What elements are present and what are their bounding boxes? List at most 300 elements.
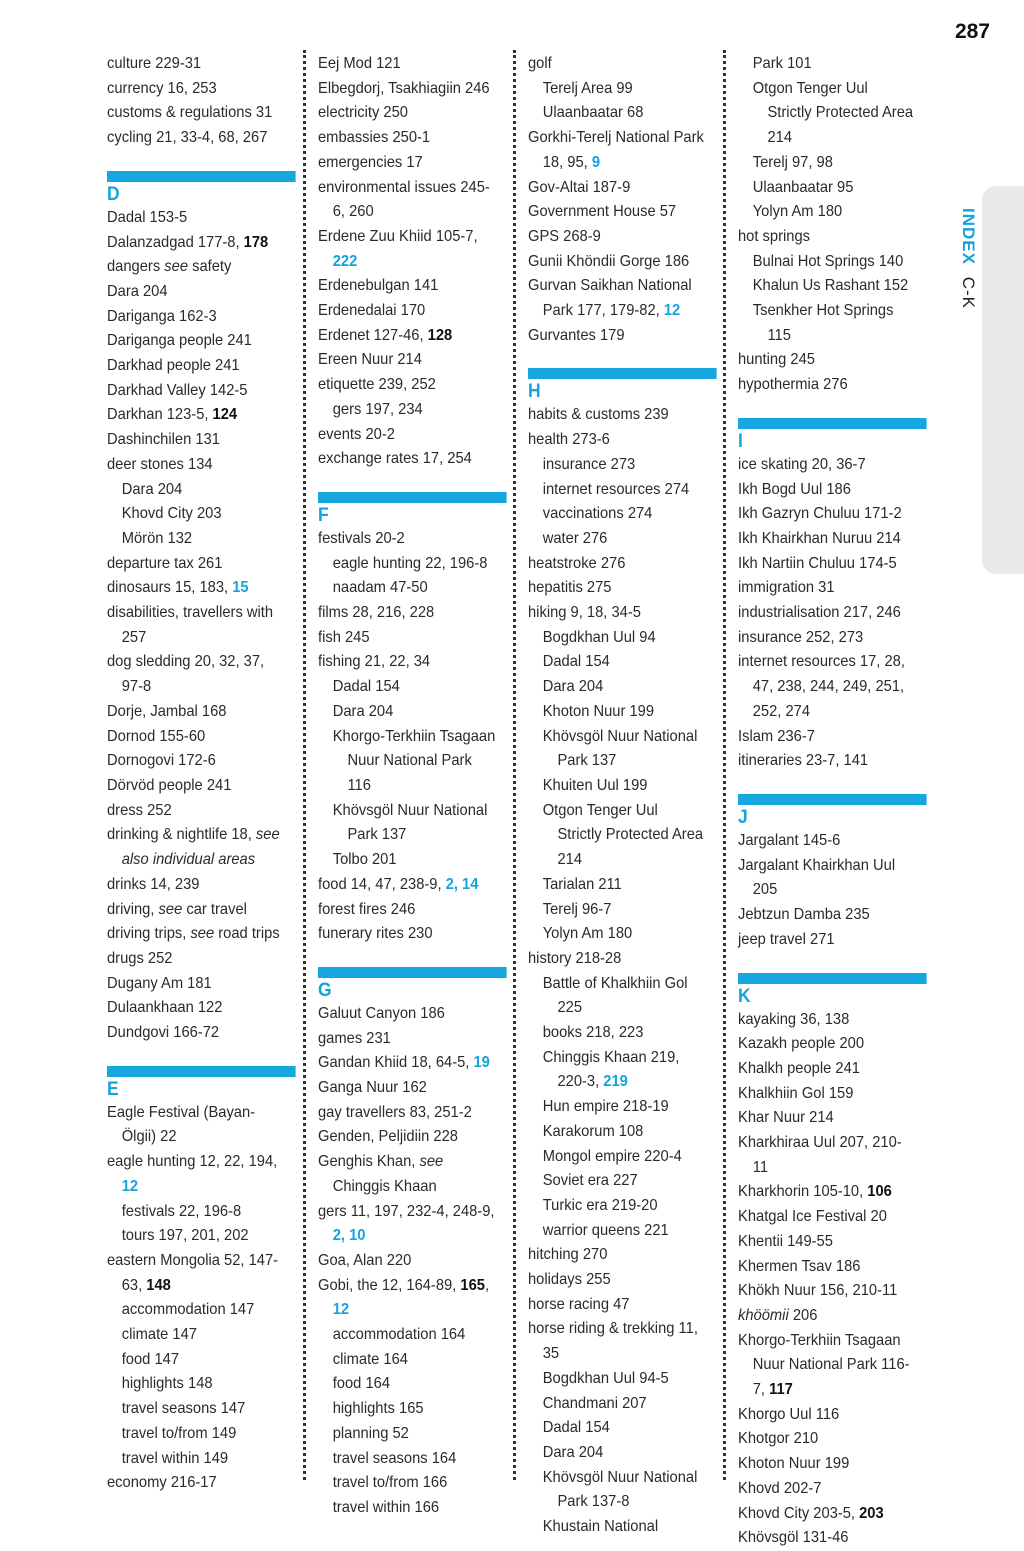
index-entry [107, 206, 285, 231]
index-side-label [958, 208, 978, 309]
index-column-4 [738, 52, 916, 1551]
index-entry [738, 576, 916, 601]
index-entry [107, 700, 285, 725]
entry-text: Jebtzun Damba 235 [738, 906, 870, 924]
index-entry [738, 1452, 916, 1477]
index-subentry [318, 1471, 496, 1496]
index-word: INDEX [959, 208, 978, 265]
entry-text: Khalkh people 241 [738, 1059, 860, 1077]
index-subentry [318, 576, 496, 601]
entry-text: tours 197, 201, 202 [121, 1227, 249, 1245]
index-subentry [528, 527, 706, 552]
index-entry [318, 873, 496, 898]
index-entry [318, 225, 496, 274]
entry-text: Khövsgöl Nuur National Park 137-8 [542, 1468, 698, 1511]
entry-text: Elbegdorj, Tsakhiagiin 246 [318, 79, 490, 97]
index-subentry [107, 1200, 285, 1225]
index-entry [528, 176, 706, 201]
index-entry [738, 552, 916, 577]
section-letter: H [528, 381, 541, 403]
index-subentry [318, 1422, 496, 1447]
entry-text: Kharkhiraa Uul 207, 210-11 [738, 1134, 902, 1176]
entry-text: Khentii 149-55 [738, 1232, 833, 1250]
index-entry [318, 373, 496, 398]
entry-text: Dornogovi 172-6 [107, 752, 216, 770]
index-subentry [318, 1372, 496, 1397]
entry-text: Ganga Nuur 162 [318, 1079, 427, 1097]
index-subentry [528, 626, 706, 651]
index-subentry [528, 799, 706, 873]
entry-text: golf [528, 55, 552, 72]
entry-text: see [190, 925, 215, 943]
entry-text: safety [188, 258, 232, 276]
entry-text: immigration 31 [738, 579, 835, 597]
entry-text: drugs 252 [107, 949, 173, 967]
entry-text: festivals 20-2 [318, 529, 405, 547]
index-entry [107, 354, 285, 379]
index-subentry [738, 77, 916, 151]
entry-text: Soviet era 227 [542, 1172, 638, 1190]
entry-text: habits & customs 239 [528, 406, 669, 424]
entry-text: Khökh Nuur 156, 210-11 [738, 1282, 898, 1300]
index-entry [528, 403, 706, 428]
entry-text: Ikh Khairkhan Nuruu 214 [738, 529, 901, 547]
entry-text: travel seasons 147 [121, 1400, 246, 1418]
index-entry [738, 1032, 916, 1057]
section-bar [738, 794, 927, 805]
entry-text: Dadal 153-5 [107, 208, 188, 226]
photo-page-ref: 12 [332, 1301, 350, 1319]
index-entry [738, 373, 916, 398]
entry-text: eagle hunting 12, 22, 194, [107, 1153, 278, 1171]
index-subentry [318, 398, 496, 423]
index-entry [738, 1106, 916, 1131]
index-entry [738, 1255, 916, 1280]
entry-text: books 218, 223 [542, 1024, 644, 1042]
main-page-ref: 165 [460, 1276, 485, 1294]
index-subentry [528, 1416, 706, 1441]
index-subentry [528, 922, 706, 947]
index-entry [318, 1249, 496, 1274]
entry-text: Battle of Khalkhiin Gol 225 [542, 974, 688, 1017]
entry-text: history 218-28 [528, 949, 622, 967]
entry-text: culture 229-31 [107, 55, 202, 72]
entry-text: Dalanzadgad 177-8, [107, 233, 244, 251]
index-entry [738, 1502, 916, 1527]
entry-text: Gurvan Saikhan National Park 177, 179-82, [528, 277, 692, 320]
index-entry [107, 601, 285, 650]
index-subentry [528, 1466, 706, 1515]
entry-text: kayaking 36, 138 [738, 1010, 850, 1028]
index-entry [738, 601, 916, 626]
entry-text: embassies 250-1 [318, 129, 431, 147]
photo-page-ref: 15 [232, 579, 249, 597]
index-entry [107, 1021, 285, 1046]
index-section-header [738, 418, 916, 453]
index-section-header [318, 492, 496, 527]
photo-page-ref: 12 [121, 1177, 139, 1195]
entry-text: Galuut Canyon 186 [318, 1004, 445, 1022]
index-subentry [318, 700, 496, 725]
index-entry [528, 601, 706, 626]
entry-text: driving trips, [107, 925, 191, 943]
index-entry [318, 922, 496, 947]
index-entry [318, 1027, 496, 1052]
index-subentry [738, 176, 916, 201]
index-entry [107, 922, 285, 947]
entry-text: Khorgo-Terkhiin Tsagaan Nuur National Park 116-7, [738, 1331, 910, 1399]
entry-text: Dulaankhaan 122 [107, 999, 223, 1017]
index-entry [318, 101, 496, 126]
entry-text: Khorgo Uul 116 [738, 1405, 840, 1423]
index-entry [738, 478, 916, 503]
entry-text: currency 16, 253 [107, 79, 217, 97]
entry-text: economy 216-17 [107, 1474, 217, 1492]
entry-text: gers 11, 197, 232-4, 248-9, [318, 1202, 495, 1220]
index-entry [738, 1082, 916, 1107]
entry-text: horse racing 47 [528, 1295, 630, 1313]
index-subentry [738, 274, 916, 299]
entry-text: Darkhad people 241 [107, 357, 240, 375]
index-subentry [318, 1447, 496, 1472]
index-entry [107, 231, 285, 256]
entry-text: dog sledding 20, 32, 37, 97-8 [107, 653, 265, 696]
photo-page-ref: 2, 10 [332, 1227, 366, 1245]
index-entry [318, 1101, 496, 1126]
index-entry [318, 1150, 496, 1199]
index-entry [318, 176, 496, 225]
entry-text: Ulaanbaatar 68 [542, 104, 644, 122]
index-entry [528, 1293, 706, 1318]
index-entry [528, 126, 706, 175]
entry-text: funerary rites 230 [318, 925, 433, 943]
index-entry [107, 305, 285, 330]
index-section-header [107, 1066, 285, 1101]
index-entry [318, 650, 496, 675]
index-subentry [107, 478, 285, 503]
index-entry [107, 379, 285, 404]
entry-text: eastern Mongolia 52, 147-63, [107, 1251, 279, 1294]
index-section-header [107, 171, 285, 206]
index-subentry [528, 1046, 706, 1095]
index-entry [107, 552, 285, 577]
index-subentry [528, 1392, 706, 1417]
index-entry [107, 972, 285, 997]
index-entry [318, 1274, 496, 1323]
index-entry [107, 77, 285, 102]
section-bar [318, 967, 507, 978]
index-entry [738, 650, 916, 724]
main-page-ref: 148 [146, 1276, 171, 1294]
photo-page-ref: 2, 14 [445, 875, 479, 893]
entry-text: Jargalant 145-6 [738, 831, 841, 849]
entry-text: Darkhad Valley 142-5 [107, 381, 248, 399]
entry-text: naadam 47-50 [332, 579, 428, 597]
entry-text: Khovd City 203-5, [738, 1504, 860, 1522]
entry-text: hepatitis 275 [528, 579, 612, 597]
index-entry [738, 1304, 916, 1329]
entry-text: see also individual areas [121, 826, 280, 869]
entry-text: Erdenet 127-46, [318, 326, 428, 344]
entry-text: Dadal 154 [542, 653, 610, 671]
entry-text: Dorje, Jambal 168 [107, 702, 227, 720]
main-page-ref: 203 [859, 1504, 884, 1522]
section-letter: F [318, 504, 329, 526]
index-entry [738, 1057, 916, 1082]
entry-text: industrialisation 217, 246 [738, 604, 901, 622]
entry-text: Turkic era 219-20 [542, 1196, 658, 1214]
entry-text: Terelj Area 99 [542, 79, 633, 97]
index-subentry [318, 1323, 496, 1348]
index-entry [107, 898, 285, 923]
section-bar [528, 368, 717, 379]
index-entry [318, 447, 496, 472]
entry-text: Bogdkhan Uul 94-5 [542, 1369, 669, 1387]
entry-text: car travel [182, 900, 247, 918]
index-subentry [107, 1447, 285, 1472]
index-entry [738, 502, 916, 527]
entry-text: Khar Nuur 214 [738, 1109, 834, 1127]
index-subentry [528, 725, 706, 774]
index-entry [738, 854, 916, 903]
index-subentry [738, 200, 916, 225]
index-subentry [738, 151, 916, 176]
entry-text: Bulnai Hot Springs 140 [752, 252, 904, 270]
index-entry [318, 348, 496, 373]
entry-text: Chandmani 207 [542, 1394, 647, 1412]
entry-text: Otgon Tenger Uul Strictly Protected Area 214 [542, 801, 704, 869]
entry-text: Kazakh people 200 [738, 1035, 865, 1053]
entry-text: khöömii [738, 1306, 789, 1324]
index-entry [318, 1002, 496, 1027]
index-subentry [107, 1422, 285, 1447]
entry-text: accommodation 147 [121, 1301, 255, 1319]
index-entry [738, 928, 916, 953]
index-subentry [528, 650, 706, 675]
index-entry [738, 903, 916, 928]
entry-text: forest fires 246 [318, 900, 416, 918]
index-subentry [528, 1441, 706, 1466]
entry-text: Park 101 [752, 55, 812, 72]
column-divider [723, 50, 726, 1480]
entry-text: Ereen Nuur 214 [318, 351, 422, 369]
index-subentry [107, 1298, 285, 1323]
entry-text: dinosaurs 15, 183, [107, 579, 233, 597]
entry-text: food 14, 47, 238-9, [318, 875, 446, 893]
column-divider [513, 50, 516, 1480]
index-entry [318, 898, 496, 923]
index-subentry [528, 1367, 706, 1392]
entry-text: travel within 149 [121, 1449, 229, 1467]
entry-text: Gov-Altai 187-9 [528, 178, 631, 196]
index-entry [107, 1471, 285, 1496]
index-entry [318, 126, 496, 151]
index-subentry [318, 675, 496, 700]
entry-text: Hun empire 218-19 [542, 1098, 669, 1116]
entry-text: dangers [107, 258, 165, 276]
index-subentry [528, 675, 706, 700]
section-letter: I [738, 430, 743, 452]
index-subentry [528, 1515, 706, 1540]
entry-text: travel to/from 149 [121, 1424, 237, 1442]
index-entry [318, 274, 496, 299]
entry-text: food 164 [332, 1375, 391, 1393]
index-subentry [107, 1323, 285, 1348]
index-entry [318, 626, 496, 651]
entry-text: drinks 14, 239 [107, 875, 200, 893]
entry-text: Ikh Gazryn Chuluu 171-2 [738, 505, 902, 523]
index-subentry [528, 453, 706, 478]
index-subentry [528, 972, 706, 1021]
index-subentry [528, 1095, 706, 1120]
entry-text: ice skating 20, 36-7 [738, 455, 866, 473]
entry-text: cycling 21, 33-4, 68, 267 [107, 129, 268, 147]
entry-text: Genghis Khan, [318, 1153, 420, 1171]
index-subentry [318, 1348, 496, 1373]
entry-text: hitching 270 [528, 1246, 608, 1264]
photo-page-ref: 19 [473, 1054, 490, 1072]
entry-text: festivals 22, 196-8 [121, 1202, 242, 1220]
entry-text: Dadal 154 [542, 1419, 610, 1437]
index-entry [738, 1329, 916, 1403]
entry-text: climate 164 [332, 1350, 409, 1368]
index-subentry [318, 799, 496, 848]
index-subentry [528, 1145, 706, 1170]
index-entry [107, 749, 285, 774]
entry-text: GPS 268-9 [528, 227, 601, 245]
section-bar [318, 492, 507, 503]
entry-text: see [419, 1153, 444, 1171]
entry-text: Gorkhi-Terelj National Park 18, 95, [528, 129, 704, 171]
index-subentry [107, 502, 285, 527]
entry-text: eagle hunting 22, 196-8 [332, 554, 488, 572]
column-divider [303, 50, 306, 1480]
index-subentry [107, 1224, 285, 1249]
index-subentry [528, 873, 706, 898]
entry-text: Darkhan 123-5, [107, 406, 213, 424]
entry-text: Khotgor 210 [738, 1430, 819, 1448]
entry-text: hot springs [738, 227, 811, 245]
index-entry [528, 250, 706, 275]
entry-text: Gurvantes 179 [528, 326, 625, 344]
index-entry [528, 1268, 706, 1293]
index-side-tab [982, 186, 1024, 574]
index-subentry [318, 848, 496, 873]
index-subentry [528, 1120, 706, 1145]
entry-text: accommodation 164 [332, 1326, 466, 1344]
index-entry [318, 1051, 496, 1076]
index-subentry [528, 1169, 706, 1194]
index-entry [738, 1477, 916, 1502]
entry-text: Bogdkhan Uul 94 [542, 628, 656, 646]
entry-text: dress 252 [107, 801, 172, 819]
main-page-ref: 117 [769, 1381, 793, 1399]
entry-text: Khuiten Uul 199 [542, 776, 648, 794]
index-entry [107, 1150, 285, 1199]
index-subentry [318, 552, 496, 577]
index-section-header [318, 967, 496, 1002]
entry-text: Khorgo-Terkhiin Tsagaan Nuur National Park 116 [332, 727, 496, 794]
entry-text: Tolbo 201 [332, 851, 397, 869]
index-subentry [528, 774, 706, 799]
index-entry [528, 324, 706, 349]
index-entry [738, 1230, 916, 1255]
page-number: 287 [954, 20, 990, 43]
entry-text: see [164, 258, 189, 276]
entry-text: warrior queens 221 [542, 1221, 669, 1239]
entry-text: travel seasons 164 [332, 1449, 457, 1467]
entry-text: environmental issues 245-6, 260 [318, 178, 490, 221]
photo-page-ref: 9 [591, 153, 601, 171]
index-column-2 [318, 52, 496, 1521]
entry-text: Chinggis Khaan 219, 220-3, [542, 1048, 680, 1091]
entry-text: Erdene Zuu Khiid 105-7, [318, 227, 478, 245]
entry-text: Dundgovi 166-72 [107, 1024, 220, 1042]
index-entry [107, 1101, 285, 1150]
index-entry [528, 576, 706, 601]
entry-text: hiking 9, 18, 34-5 [528, 604, 641, 622]
entry-text: Dornod 155-60 [107, 727, 206, 745]
entry-text: Dariganga 162-3 [107, 307, 217, 325]
index-entry [318, 1076, 496, 1101]
main-page-ref: 106 [867, 1183, 892, 1201]
index-subentry [738, 52, 916, 77]
index-subentry [528, 1021, 706, 1046]
entry-text: road trips [214, 925, 280, 943]
entry-text: Mongol empire 220-4 [542, 1147, 682, 1165]
entry-text: Khovd City 203 [121, 505, 222, 523]
entry-text: emergencies 17 [318, 153, 423, 171]
index-entry [738, 348, 916, 373]
index-subentry [528, 1194, 706, 1219]
entry-text: Tarialan 211 [542, 875, 622, 893]
index-entry [738, 225, 916, 250]
entry-text: Dörvöd people 241 [107, 776, 232, 794]
index-subentry [528, 101, 706, 126]
index-entry [738, 749, 916, 774]
index-column-3 [528, 52, 706, 1540]
index-entry [318, 527, 496, 552]
index-entry [107, 428, 285, 453]
entry-text: fishing 21, 22, 34 [318, 653, 431, 671]
entry-text: Dara 204 [121, 480, 183, 498]
index-subentry [318, 1397, 496, 1422]
entry-text: 206 [788, 1306, 818, 1324]
entry-text: heatstroke 276 [528, 554, 626, 572]
entry-text: Goa, Alan 220 [318, 1251, 412, 1269]
index-entry [738, 1427, 916, 1452]
entry-text: Eagle Festival (Bayan-Ölgii) 22 [107, 1103, 256, 1146]
section-letter: K [738, 985, 751, 1007]
index-entry [528, 947, 706, 972]
index-entry [528, 428, 706, 453]
index-subentry [738, 299, 916, 348]
entry-text: Eej Mod 121 [318, 55, 401, 72]
index-subentry [528, 77, 706, 102]
index-entry [738, 1205, 916, 1230]
index-entry [107, 576, 285, 601]
index-entry [738, 1131, 916, 1180]
entry-text: gers 197, 234 [332, 400, 423, 418]
entry-text: Khoton Nuur 199 [542, 702, 655, 720]
entry-text: travel to/from 166 [332, 1474, 448, 1492]
index-subentry [107, 1348, 285, 1373]
index-subentry [107, 527, 285, 552]
entry-text: Chinggis Khaan [332, 1177, 437, 1195]
entry-text: Terelj 96-7 [542, 900, 612, 918]
entry-text: electricity 250 [318, 104, 409, 122]
entry-text: Erdenebulgan 141 [318, 277, 439, 295]
